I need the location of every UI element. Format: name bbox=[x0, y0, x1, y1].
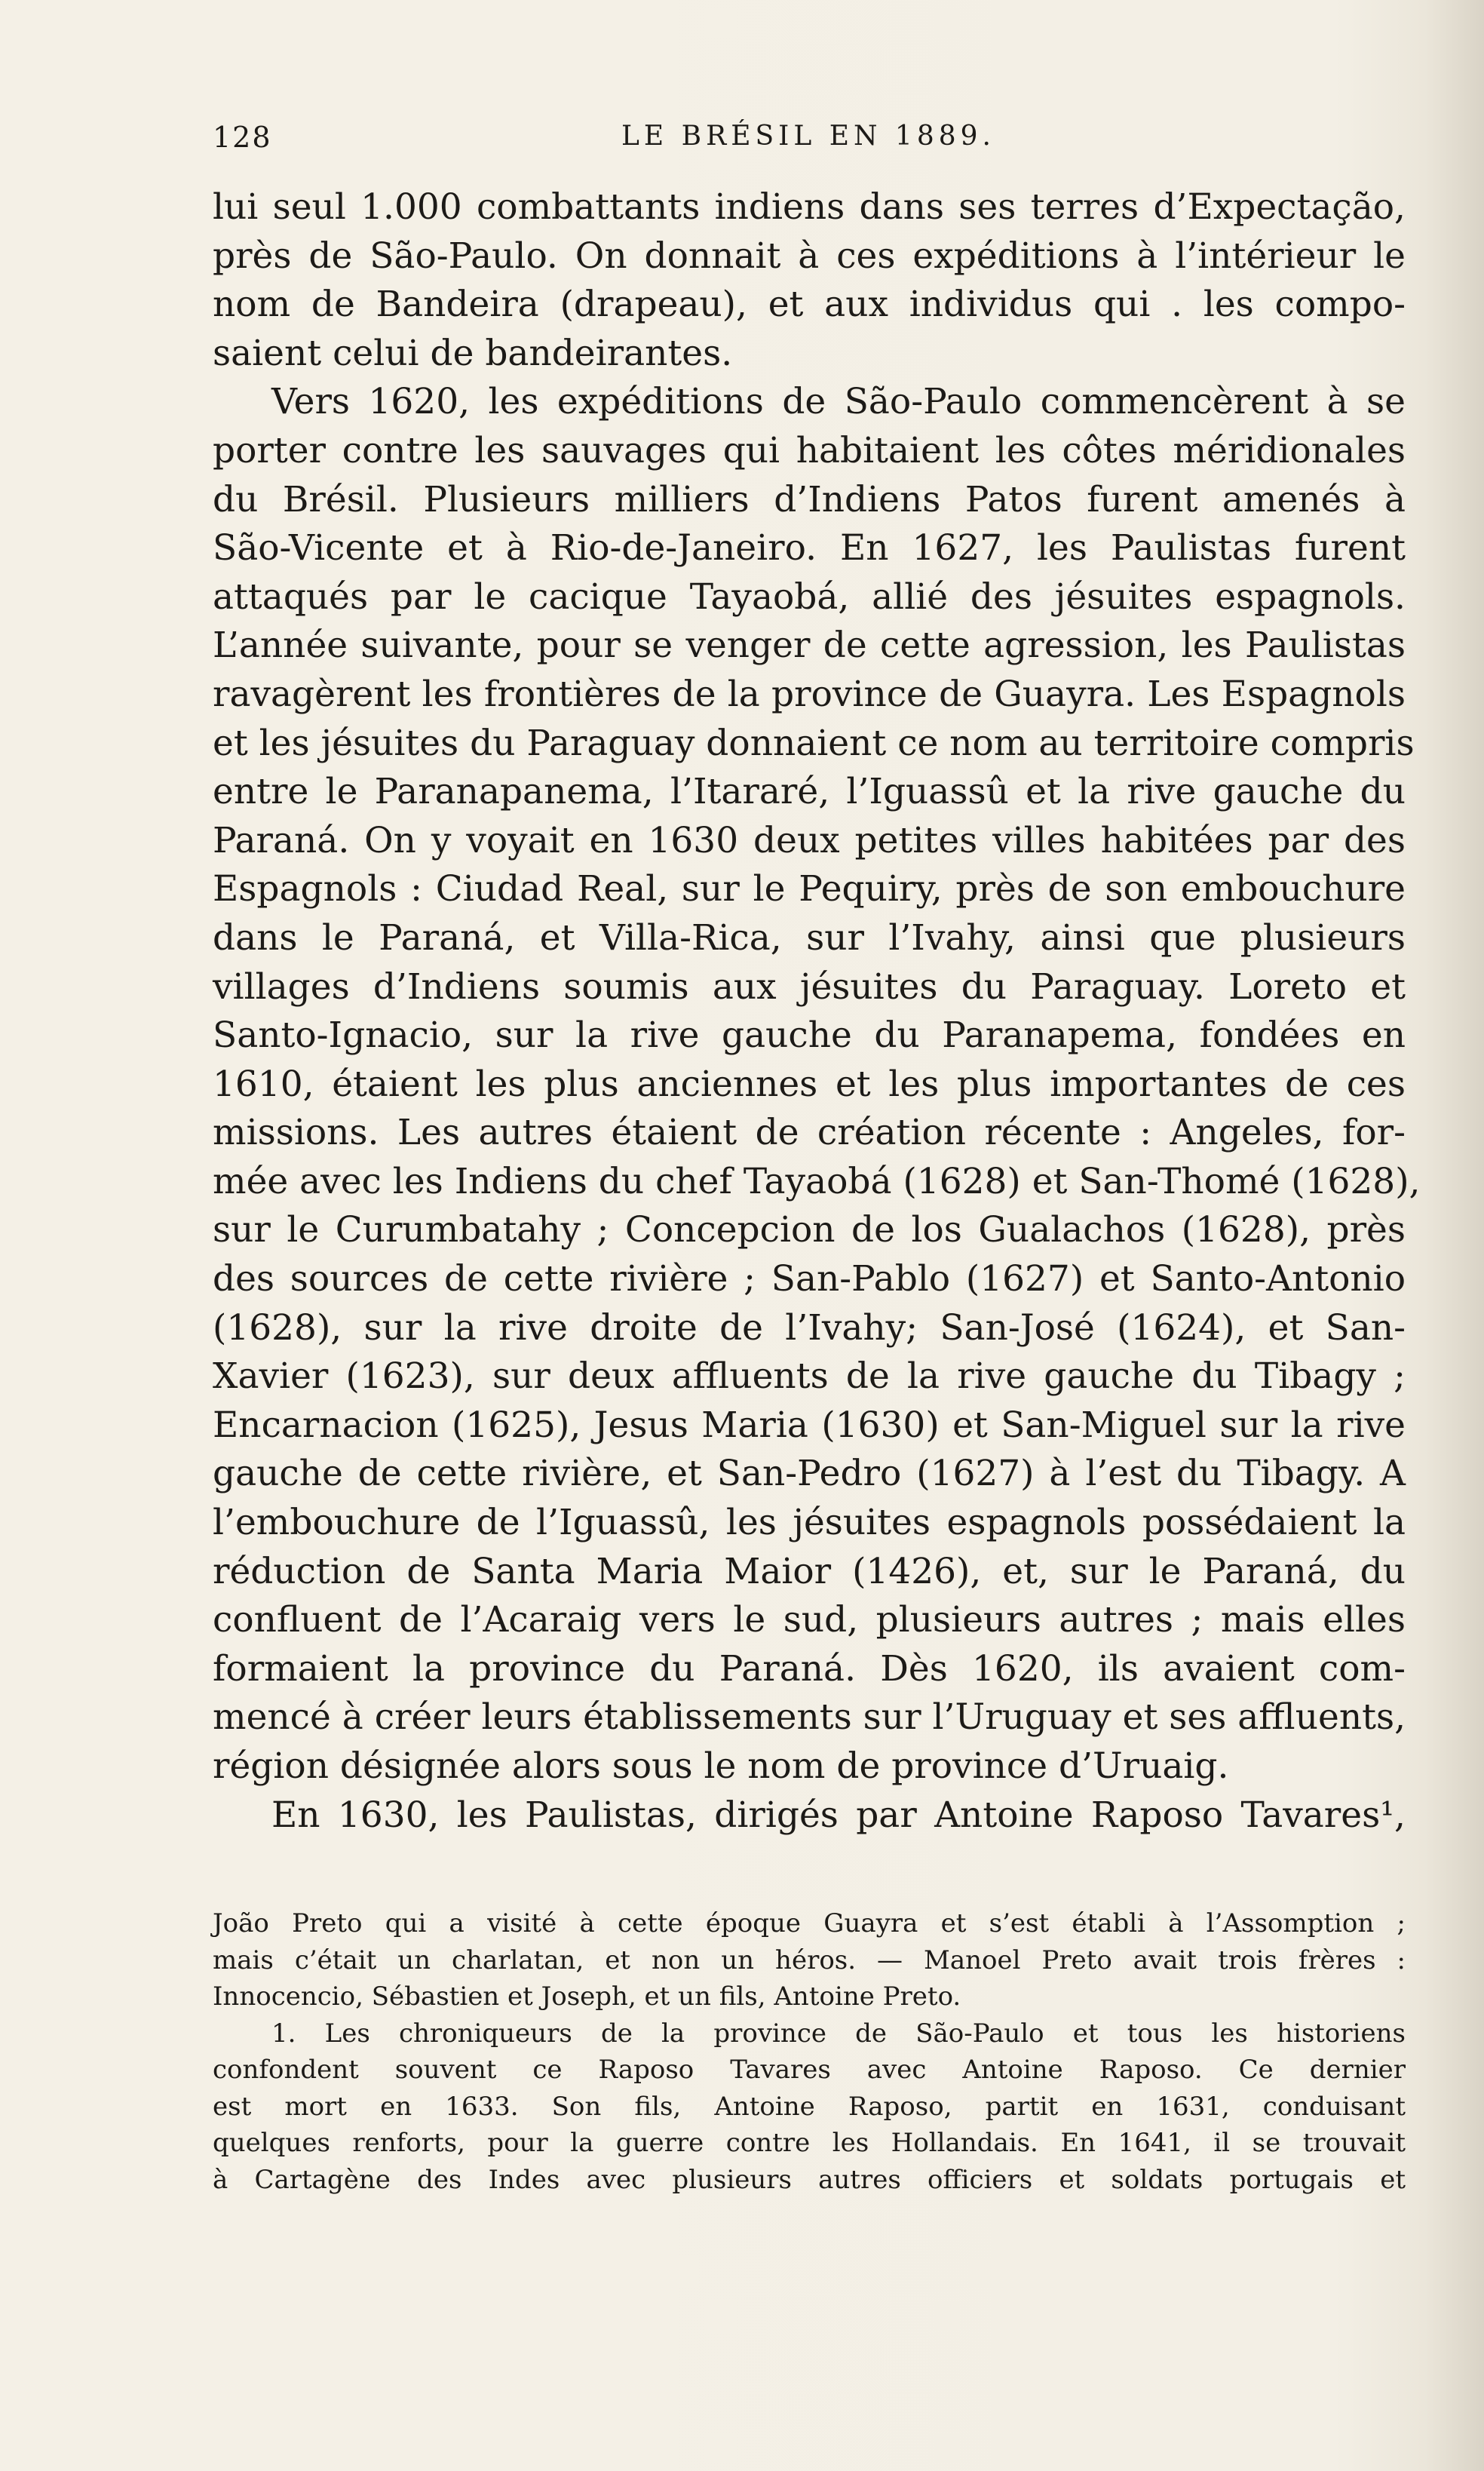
body-line: nom de Bandeira (drapeau), et aux individus qui . les compo- bbox=[213, 284, 1406, 326]
body-line: dans le Paraná, et Villa-Rica, sur l’Ivahy, ainsi que plusieurs bbox=[213, 916, 1406, 959]
footnote-line: mais c’était un charlatan, et non un héros. — Manoel Preto avait trois frères : bbox=[213, 1945, 1406, 1975]
body-line: des sources de cette rivière ; San-Pablo (1627) et Santo-Antonio bbox=[213, 1258, 1406, 1300]
body-line: L’année suivante, pour se venger de cette agression, les Paulistas bbox=[213, 625, 1406, 667]
footnote-line: est mort en 1633. Son fils, Antoine Raposo, partit en 1631, conduisant bbox=[213, 2091, 1406, 2122]
body-line: du Brésil. Plusieurs milliers d’Indiens Patos furent amenés à bbox=[213, 478, 1406, 520]
body-line: réduction de Santa Maria Maior (1426), et, sur le Paraná, du bbox=[213, 1550, 1406, 1592]
body-line: ravagèrent les frontières de la province de Guayra. Les Espagnols bbox=[213, 673, 1406, 715]
running-title: LE BRÉSIL EN 1889. bbox=[621, 121, 995, 152]
body-line: confluent de l’Acaraig vers le sud, plusieurs autres ; mais elles bbox=[213, 1599, 1406, 1641]
body-line: près de São-Paulo. On donnait à ces expéditions à l’intérieur le bbox=[213, 235, 1406, 277]
body-text bbox=[213, 183, 1421, 1840]
page-number: 128 bbox=[213, 121, 272, 154]
footnote-line: João Preto qui a visité à cette époque Guayra et s’est établi à l’Assomption ; bbox=[213, 1908, 1406, 1938]
body-line: En 1630, les Paulistas, dirigés par Antoine Raposo Tavares¹, bbox=[271, 1794, 1406, 1836]
body-line: villages d’Indiens soumis aux jésuites du Paraguay. Loreto et bbox=[213, 965, 1406, 1008]
body-line: et les jésuites du Paraguay donnaient ce nom au territoire compris bbox=[213, 722, 1415, 764]
body-line: Santo-Ignacio, sur la rive gauche du Paranapema, fondées en bbox=[213, 1014, 1406, 1057]
body-line: Vers 1620, les expéditions de São-Paulo commencèrent à se bbox=[271, 381, 1406, 423]
body-line: entre le Paranapanema, l’Itararé, l’Iguassû et la rive gauche du bbox=[213, 771, 1406, 813]
body-line: Xavier (1623), sur deux affluents de la rive gauche du Tibagy ; bbox=[213, 1355, 1406, 1398]
body-line: porter contre les sauvages qui habitaient les côtes méridionales bbox=[213, 429, 1406, 471]
body-line: lui seul 1.000 combattants indiens dans ses terres d’Expectação, bbox=[213, 186, 1406, 228]
footnote-line: quelques renforts, pour la guerre contre les Hollandais. En 1641, il se trouvait bbox=[213, 2128, 1406, 2158]
body-line: gauche de cette rivière, et San-Pedro (1627) à l’est du Tibagy. A bbox=[213, 1453, 1406, 1495]
body-line: missions. Les autres étaient de création récente : Angeles, for- bbox=[213, 1112, 1406, 1154]
body-line: région désignée alors sous le nom de province d’Uruaig. bbox=[213, 1745, 1229, 1787]
body-line: São-Vicente et à Rio-de-Janeiro. En 1627, les Paulistas furent bbox=[213, 527, 1406, 569]
page-header bbox=[213, 121, 1404, 161]
body-line: mencé à créer leurs établissements sur l’Uruguay et ses affluents, bbox=[213, 1696, 1406, 1739]
footnotes bbox=[213, 1905, 1406, 2198]
body-line: (1628), sur la rive droite de l’Ivahy; San-José (1624), et San- bbox=[213, 1306, 1406, 1349]
footnote-line: Innocencio, Sébastien et Joseph, et un fils, Antoine Preto. bbox=[213, 1981, 961, 2012]
body-line: sur le Curumbatahy ; Concepcion de los Gualachos (1628), près bbox=[213, 1209, 1406, 1251]
footnote-line: à Cartagène des Indes avec plusieurs autres officiers et soldats portugais et bbox=[213, 2164, 1406, 2195]
body-line: l’embouchure de l’Iguassû, les jésuites espagnols possédaient la bbox=[213, 1502, 1406, 1544]
body-line: 1610, étaient les plus anciennes et les plus importantes de ces bbox=[213, 1063, 1406, 1105]
body-line: Espagnols : Ciudad Real, sur le Pequiry, près de son embouchure bbox=[213, 868, 1406, 910]
body-line: mée avec les Indiens du chef Tayaobá (1628) et San-Thomé (1628), bbox=[213, 1160, 1421, 1202]
body-line: Encarnacion (1625), Jesus Maria (1630) et San-Miguel sur la rive bbox=[213, 1404, 1406, 1446]
body-line: saient celui de bandeirantes. bbox=[213, 332, 733, 374]
body-line: attaqués par le cacique Tayaobá, allié des jésuites espagnols. bbox=[213, 576, 1406, 618]
footnote-line: 1. Les chroniqueurs de la province de São-Paulo et tous les historiens bbox=[271, 2018, 1406, 2049]
body-line: formaient la province du Paraná. Dès 1620, ils avaient com- bbox=[213, 1647, 1406, 1690]
body-line: Paraná. On y voyait en 1630 deux petites villes habitées par des bbox=[213, 819, 1406, 861]
footnote-line: confondent souvent ce Raposo Tavares avec Antoine Raposo. Ce dernier bbox=[213, 2055, 1406, 2085]
